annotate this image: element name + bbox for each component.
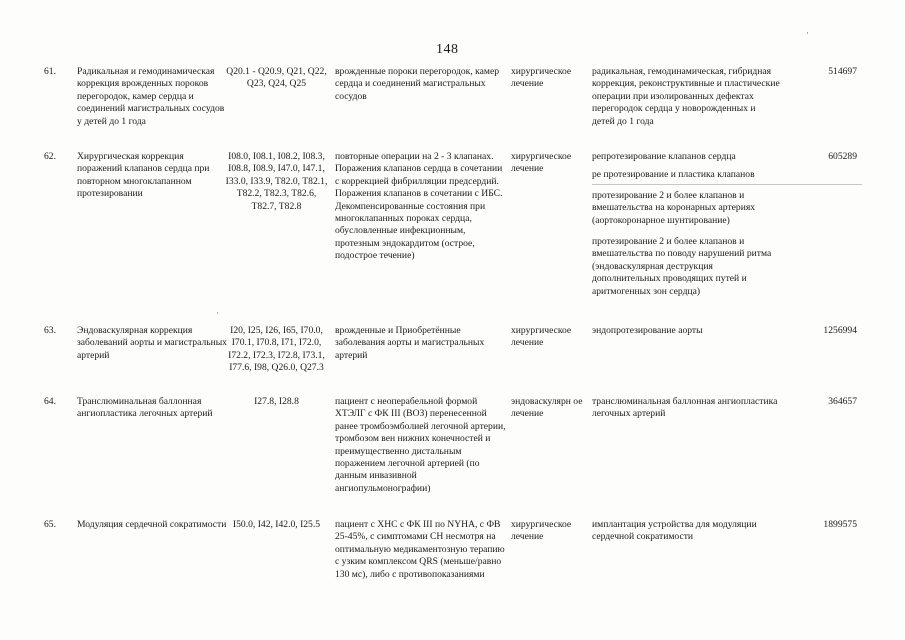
icd-codes: Q20.1 - Q20.9, Q21, Q22, Q23, Q24, Q25 (226, 66, 327, 90)
cost-value: 364657 (828, 396, 857, 407)
treatment-methods (592, 66, 780, 128)
care-profile-name: Транслюминальная баллонная ангиопластика легочных артерий (77, 396, 213, 420)
treatment-method: радикальная, гемодинамическая, гибридная коррекция, реконструктивные и пластические операции при изолированных дефектах перегородок сердца у новорожденных и детей до 1 года (592, 66, 780, 127)
row-number: 64. (44, 396, 56, 407)
treatment-methods (592, 519, 780, 544)
treatment-method: ре протезирование и пластика клапанов (592, 169, 755, 181)
cost-value: 605289 (828, 151, 857, 162)
cost-value: 1899575 (823, 519, 857, 530)
page-number: 148 (436, 42, 459, 57)
treatment-methods (592, 396, 780, 421)
treatment-type: хирургическое лечение (511, 66, 572, 90)
scan-artifact-line (592, 184, 862, 185)
scan-artifact-dot: · (806, 28, 809, 38)
cost-value: 514697 (828, 66, 857, 77)
treatment-method: имплантация устройства для модуляции сердечной сократимости (592, 519, 757, 543)
icd-codes: I20, I25, I26, I65, I70.0, I70.1, I70.8, I71, I72.0, I72.2, I72.3, I72.8, I73.1, I77.6, I98, Q26.0, Q27.3 (228, 325, 325, 374)
treatment-method: эндопротезирование аорты (592, 325, 703, 336)
treatment-methods (592, 151, 780, 298)
patient-model: повторные операции на 2 - 3 клапанах. Поражения клапанов сердца в сочетании с коррекцией фибрилляции предсердий. Поражения клапанов в сочетании с ИБС. Декомпенсированные состояния при многоклапанных пороках сердца, обусловленные инфекционным, протезным эндокардитом (острое, подострое течение) (335, 151, 503, 262)
care-profile-name: Эндоваскулярная коррекция заболеваний аорты и магистральных артерий (77, 325, 227, 361)
treatment-methods (592, 325, 780, 337)
treatment-type: хирургическое лечение (511, 519, 572, 543)
treatment-method: транслюминальная баллонная ангиопластика легочных артерий (592, 396, 778, 420)
patient-model: врожденные пороки перегородок, камер сердца и соединений магистральных сосудов (335, 66, 500, 102)
row-number: 61. (44, 66, 56, 77)
treatment-type: хирургическое лечение (511, 325, 572, 349)
patient-model: врожденные и Приобретённые заболевания аорты и магистральных артерий (335, 325, 485, 361)
treatment-method: протезирование 2 и более клапанов и вмешательства на коронарных артериях (аортокоронарное шунтирование) (592, 189, 756, 226)
patient-model: пациент с ХНС с ФК III по NYHA, с ФВ 25-45%, с симптомами СН несмотря на оптимальную медикаментозную терапию с узким комплексом QRS (меньше/равно 130 мс), либо с противопоказаниями (335, 519, 505, 580)
care-profile-name: Радикальная и гемодинамическая коррекция врожденных пороков перегородок, камер сердца и соединений магистральных сосудов у детей до 1 года (77, 66, 225, 127)
icd-codes: I50.0, I42, I42.0, I25.5 (232, 519, 321, 530)
row-number: 62. (44, 151, 56, 162)
scan-artifact-dot: · (216, 308, 219, 318)
icd-codes: I08.0, I08.1, I08.2, I08.3, I08.8, I08.9, I47.0, I47.1, I33.0, I33.9, T82.0, T82.1, T82.2, T82.3, T82.6, T82.7, T82.8 (225, 151, 328, 212)
cost-value: 1256994 (823, 325, 857, 336)
patient-model: пациент с неоперабельной формой ХТЭЛГ с ФК III (ВОЗ) перенесенной ранее тромбоэмболией легочной артерии, тромбозом вен нижних конечностей и преимущественно дистальным поражением легочной артерией (по данным инвазивной ангиопульмонографии) (335, 396, 506, 494)
treatment-type: эндоваскулярн ое лечение (511, 396, 583, 420)
icd-codes: I27.8, I28.8 (254, 396, 299, 407)
treatment-method: протезирование 2 и более клапанов и вмешательства по поводу нарушений ритма (эндоваскулярная деструкция дополнительных проводящих путей и аритмогенных зон сердца) (592, 236, 772, 297)
treatment-type: хирургическое лечение (511, 151, 572, 175)
care-profile-name: Хирургическая коррекция поражений клапанов сердца при повторном многоклапанном протезировании (77, 151, 210, 200)
row-number: 63. (44, 325, 56, 336)
treatment-method: репротезирование клапанов сердца (592, 151, 736, 162)
row-number: 65. (44, 519, 56, 530)
care-profile-name: Модуляция сердечной сократимости (77, 519, 227, 530)
